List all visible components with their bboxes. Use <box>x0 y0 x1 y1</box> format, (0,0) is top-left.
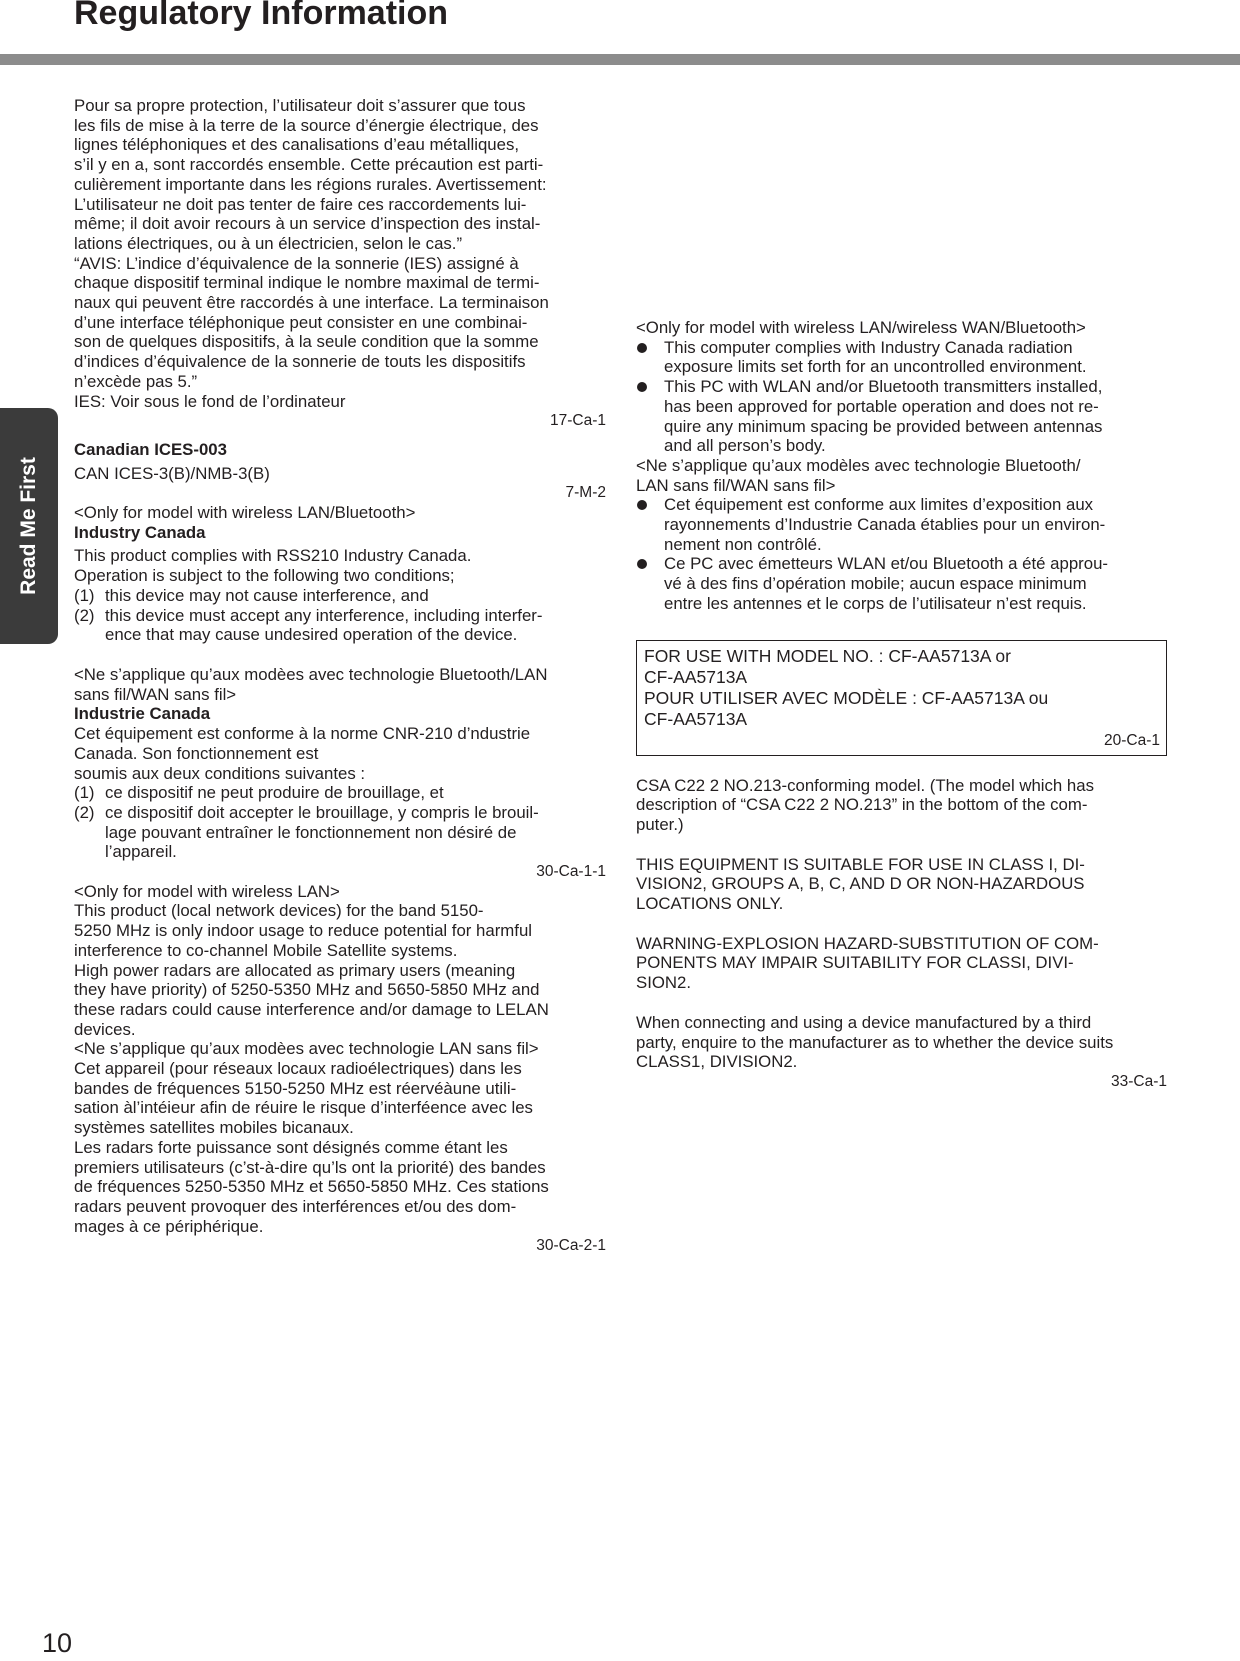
bullet-icon <box>637 559 647 569</box>
text-line: lations électriques, ou à un électricien, selon le cas.” <box>74 233 463 253</box>
text-line: LOCATIONS ONLY. <box>636 894 784 914</box>
text-line: <Ne s’applique qu’aux modèes avec technologie Bluetooth/LAN <box>74 664 548 684</box>
bullet-item <box>636 377 1167 456</box>
bullet-item <box>636 554 1167 613</box>
page-number: 10 <box>42 1628 73 1658</box>
text-line: Les radars forte puissance sont désignés comme étant les <box>74 1137 508 1157</box>
text-line: L’utilisateur ne doit pas tenter de faire ces raccordements lui- <box>74 194 527 214</box>
text-line: has been approved for portable operation and does not re- <box>664 396 1099 416</box>
warning-paragraph <box>636 934 1167 993</box>
text-line: entre les antennes et le corps de l’utilisateur n’est requis. <box>664 593 1087 613</box>
text-line: quire any minimum spacing be provided between antennas <box>664 416 1103 436</box>
text-line: these radars could cause interference and/or damage to LELAN <box>74 999 549 1019</box>
text-line: Cet équipement est conforme à la norme CNR-210 d’ndustrie <box>74 724 531 744</box>
ic-paragraph <box>74 546 606 585</box>
text-line: d’une interface téléphonique peut consister en une combinai- <box>74 312 528 332</box>
text-line: sation àl’intéieur afin de réuire le risque d’interféence avec les <box>74 1098 533 1118</box>
text-line: l’appareil. <box>105 842 177 862</box>
text-line: d’indices d’équivalence de la sonnerie de touts les dispositifs <box>74 352 526 372</box>
text-line: s’il y en a, sont raccordés ensemble. Cette précaution est parti- <box>74 155 544 175</box>
text-line: High power radars are allocated as primary users (meaning <box>74 960 516 980</box>
reference-code: 20-Ca-1 <box>1104 731 1160 749</box>
class-paragraph <box>636 855 1167 914</box>
bullet-text <box>664 338 1167 377</box>
reference-code: 30-Ca-1-1 <box>536 863 606 881</box>
text-line: <Ne s’applique qu’aux modèes avec technologie LAN sans fil> <box>74 1039 539 1059</box>
text-line: lage pouvant entraîner le fonctionnement non désiré de <box>105 822 517 842</box>
text-line: party, enquire to the manufacturer as to whether the device suits <box>636 1032 1114 1052</box>
text-line: WARNING-EXPLOSION HAZARD-SUBSTITUTION OF COM- <box>636 933 1099 953</box>
text-line: THIS EQUIPMENT IS SUITABLE FOR USE IN CLASS I, DI- <box>636 854 1085 874</box>
page-title: Regulatory Information <box>74 0 449 32</box>
text-line: nement non contrôlé. <box>664 534 822 554</box>
bullet-item <box>636 495 1167 554</box>
text-line: This PC with WLAN and/or Bluetooth transmitters installed, <box>664 377 1103 397</box>
model-box-text <box>644 646 1160 730</box>
fr-condition-item <box>74 783 606 803</box>
text-line: vé à des fins d’opération mobile; aucun espace minimum <box>664 574 1087 594</box>
reference-code: 7-M-2 <box>565 484 606 502</box>
text-line: radars peuvent provoquer des interférences et/ou des dom- <box>74 1196 517 1216</box>
text-line: CLASS1, DIVISION2. <box>636 1052 798 1072</box>
text-line: puter.) <box>636 814 684 834</box>
text-line: “AVIS: L’indice d’équivalence de la sonnerie (IES) assigné à <box>74 253 519 273</box>
text-line: FOR USE WITH MODEL NO. : CF-AA5713A or <box>644 645 1011 666</box>
bullet-icon <box>637 500 647 510</box>
text-line: mages à ce périphérique. <box>74 1216 264 1236</box>
text-line: ce dispositif doit accepter le brouillage, y compris le brouil- <box>105 802 539 822</box>
text-line: This computer complies with Industry Canada radiation <box>664 337 1073 357</box>
side-tab <box>0 408 58 644</box>
reference-code: 30-Ca-2-1 <box>536 1237 606 1255</box>
ic-condition-item <box>74 606 606 645</box>
text-line: Operation is subject to the following two conditions; <box>74 566 455 586</box>
item-text <box>105 586 606 606</box>
text-line: Cet équipement est conforme aux limites d’exposition aux <box>664 495 1094 515</box>
bullet-item <box>636 338 1167 377</box>
text-line: les fils de mise à la terre de la source d’énergie électrique, des <box>74 115 539 135</box>
bullet-icon <box>637 382 647 392</box>
text-line: When connecting and using a device manufactured by a third <box>636 1012 1092 1032</box>
left-column <box>74 96 606 1256</box>
item-number: (2) <box>74 802 95 822</box>
text-line: devices. <box>74 1019 136 1039</box>
french-grounding-paragraph <box>74 96 606 411</box>
text-line: culièrement importante dans les régions rurales. Avertissement: <box>74 174 547 194</box>
text-line: This product complies with RSS210 Industry Canada. <box>74 546 472 566</box>
text-line: this device may not cause interference, and <box>105 585 429 605</box>
text-line: lignes téléphoniques et des canalisations d’eau métalliques, <box>74 135 519 155</box>
text-line: interference to co-channel Mobile Satellite systems. <box>74 940 458 960</box>
text-line: premiers utilisateurs (c’st-à-dire qu’ls ont la priorité) des bandes <box>74 1157 546 1177</box>
text-line: CF-AA5713A <box>644 666 748 687</box>
text-line: rayonnements d’Industrie Canada établies pour un environ- <box>664 515 1106 535</box>
text-line: CF-AA5713A <box>644 708 748 729</box>
bullet-icon <box>637 343 647 353</box>
text-line: 5250 MHz is only indoor usage to reduce potential for harmful <box>74 921 533 941</box>
text-line: CSA C22 2 NO.213-conforming model. (The model which has <box>636 775 1094 795</box>
text-line: Canada. Son fonctionnement est <box>74 743 319 763</box>
text-line: LAN sans fil/WAN sans fil> <box>636 475 836 495</box>
bullet-text <box>664 377 1167 456</box>
ic-model-note: <Only for model with wireless LAN/Bluetooth> <box>74 503 416 523</box>
text-line: <Ne s’applique qu’aux modèles avec technologie Bluetooth/ <box>636 455 1081 475</box>
model-number-box <box>636 640 1167 756</box>
fr-paragraph <box>74 724 606 783</box>
text-line: they have priority) of 5250-5350 MHz and 5650-5850 MHz and <box>74 980 540 1000</box>
text-line: VISION2, GROUPS A, B, C, AND D OR NON-HAZARDOUS <box>636 874 1085 894</box>
fr-model-note <box>636 456 1167 495</box>
text-line: This product (local network devices) for the band 5150- <box>74 901 484 921</box>
text-line: ence that may cause undesired operation of the device. <box>105 625 518 645</box>
bullet-text <box>664 495 1167 554</box>
text-line: chaque dispositif terminal indique le nombre maximal de termi- <box>74 273 540 293</box>
text-line: <Only for model with wireless LAN> <box>74 881 340 901</box>
text-line: SION2. <box>636 973 692 993</box>
reference-code: 17-Ca-1 <box>550 412 606 430</box>
csa-paragraph <box>636 776 1167 835</box>
text-line: and all person’s body. <box>664 436 826 456</box>
text-line: PONENTS MAY IMPAIR SUITABILITY FOR CLASSI, DIVI- <box>636 953 1074 973</box>
text-line: Cet appareil (pour réseaux locaux radioélectriques) dans les <box>74 1059 522 1079</box>
text-line: systèmes satellites mobiles bicanaux. <box>74 1118 354 1138</box>
wireless-lan-paragraph <box>74 882 606 1237</box>
text-line: de fréquences 5250-5350 MHz et 5650-5850 MHz. Ces stations <box>74 1177 549 1197</box>
item-text <box>105 783 606 803</box>
fr-condition-item <box>74 803 606 862</box>
bullet-text <box>664 554 1167 613</box>
right-column <box>636 318 1167 1092</box>
item-number: (1) <box>74 783 95 803</box>
fr-model-note <box>74 665 606 704</box>
text-line: exposure limits set forth for an uncontrolled environment. <box>664 357 1087 377</box>
text-line: bandes de fréquences 5150-5250 MHz est réervéàune utili- <box>74 1078 517 1098</box>
text-line: ce dispositif ne peut produire de brouillage, et <box>105 783 444 803</box>
text-line: this device must accept any interference, including interfer- <box>105 605 543 625</box>
text-line: Ce PC avec émetteurs WLAN et/ou Bluetooth a été approu- <box>664 554 1109 574</box>
text-line: naux qui peuvent être raccordés à une interface. La terminaison <box>74 293 549 313</box>
third-party-paragraph <box>636 1013 1167 1072</box>
rf-model-note: <Only for model with wireless LAN/wireless WAN/Bluetooth> <box>636 318 1086 337</box>
text-line: son de quelques dispositifs, à la seule condition que la somme <box>74 332 539 352</box>
fr-heading: Industrie Canada <box>74 704 211 724</box>
text-line: POUR UTILISER AVEC MODÈLE : CF-AA5713A ou <box>644 687 1049 708</box>
text-line: Pour sa propre protection, l’utilisateur doit s’assurer que tous <box>74 96 526 115</box>
ic-condition-item <box>74 586 606 606</box>
text-line: IES: Voir sous le fond de l’ordinateur <box>74 391 346 411</box>
ic-heading: Industry Canada <box>74 522 206 542</box>
item-text <box>105 803 606 862</box>
item-number: (2) <box>74 605 95 625</box>
reference-code: 33-Ca-1 <box>1111 1072 1167 1090</box>
header-rule <box>0 54 1240 65</box>
text-line: même; il doit avoir recours à un service d’inspection des instal- <box>74 214 541 234</box>
ices-text: CAN ICES-3(B)/NMB-3(B) <box>74 463 270 483</box>
text-line: sans fil/WAN sans fil> <box>74 684 237 704</box>
text-line: n’excède pas 5.” <box>74 371 198 391</box>
text-line: soumis aux deux conditions suivantes : <box>74 763 366 783</box>
item-text <box>105 606 606 645</box>
side-tab-label: Read Me First <box>17 457 40 595</box>
item-number: (1) <box>74 585 95 605</box>
text-line: description of “CSA C22 2 NO.213” in the bottom of the com- <box>636 795 1088 815</box>
ices-heading: Canadian ICES-003 <box>74 439 227 459</box>
